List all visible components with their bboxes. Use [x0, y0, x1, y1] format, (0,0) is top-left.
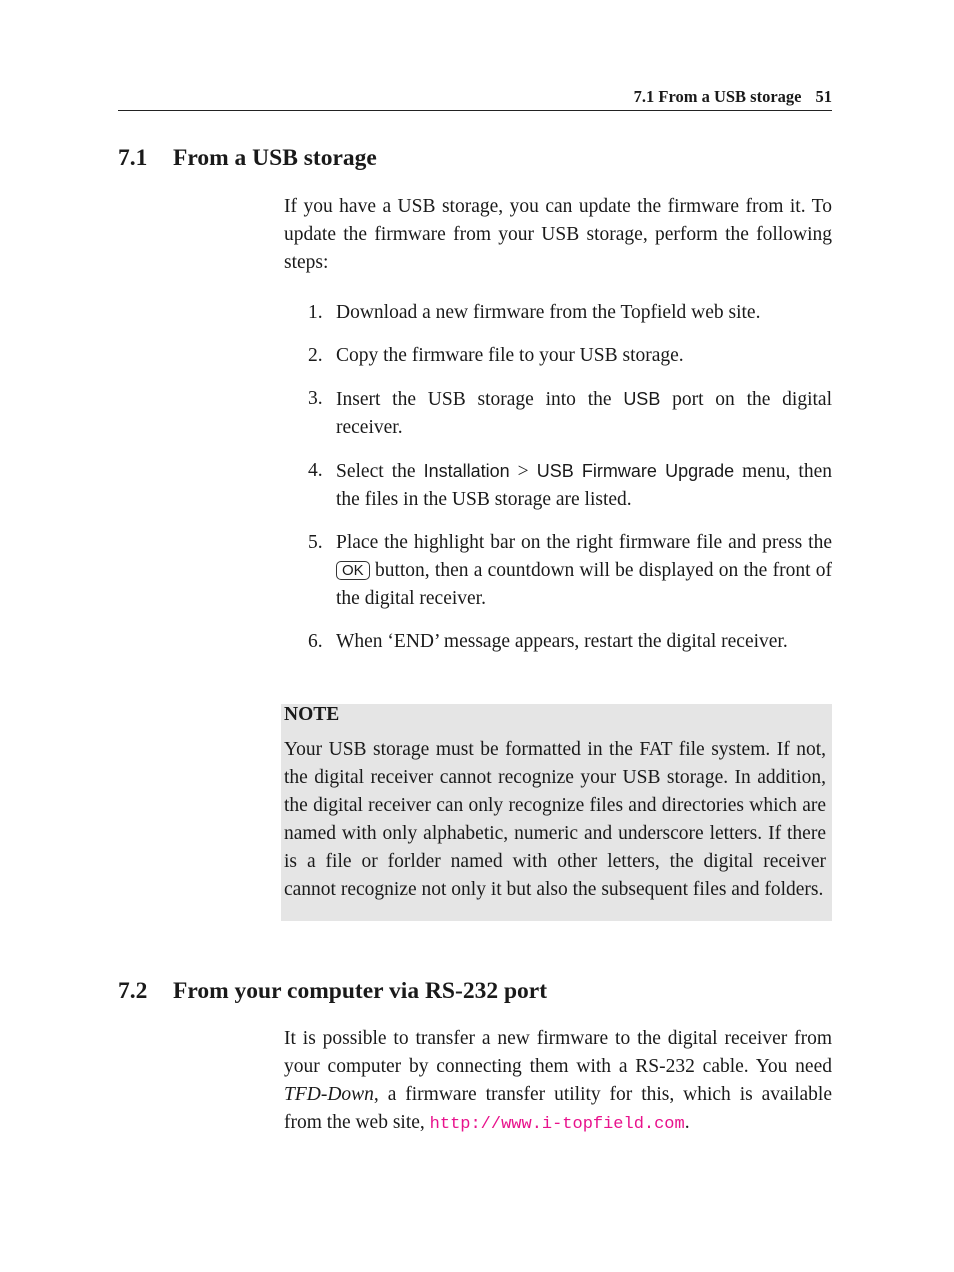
- steps-list: [284, 299, 832, 656]
- step-text-pre: Place the highlight bar on the right firmware file and press the: [336, 532, 832, 553]
- intro-paragraph: If you have a USB storage, you can update the firmware from it. To update the firmware from your USB storage, perform the following steps:: [284, 196, 832, 273]
- step-text: Copy the firmware file to your USB storage.: [336, 345, 684, 366]
- list-item: [284, 342, 832, 370]
- step-number: 3.: [308, 388, 323, 409]
- step-number: 5.: [308, 532, 323, 553]
- step-number: 2.: [308, 345, 323, 366]
- section-number: 7.1: [118, 145, 148, 171]
- paragraph-text-post: .: [684, 1112, 690, 1133]
- step-number: 4.: [308, 460, 323, 481]
- section-heading-7-2: [118, 976, 547, 1006]
- running-header: [118, 86, 832, 111]
- ui-label-usb-firmware-upgrade: USB Firmware Upgrade: [536, 461, 735, 481]
- rs232-paragraph: [284, 1025, 832, 1139]
- section-body-7-2: [284, 1025, 832, 1139]
- running-header-title: 7.1 From a USB storage: [633, 87, 802, 106]
- step-text: Download a new firmware from the Topfield web site.: [336, 302, 761, 323]
- section-title: From your computer via RS-232 port: [173, 978, 548, 1004]
- section-number: 7.2: [118, 978, 148, 1004]
- note-text: Your USB storage must be formatted in the FAT file system. If not, the digital receiver cannot recognize your USB storage. In addition, the digital receiver can only recognize files and directories which are named with only alphabetic, numeric and underscore letters. If there is a file or forlder named with other letters, the digital receiver cannot recognize not only it but also the subsequent files and folders.: [284, 739, 826, 900]
- step-text-pre: Select the: [336, 461, 424, 482]
- section-title: From a USB storage: [173, 145, 377, 171]
- section-body-7-1: [284, 193, 832, 671]
- list-item: [284, 299, 832, 327]
- website-link[interactable]: http://www.i-topfield.com: [429, 1115, 685, 1134]
- step-text-post: menu, then the files in the USB storage are listed.: [336, 461, 832, 510]
- paragraph-text-pre: It is possible to transfer a new firmware to the digital receiver from your computer by connecting them with a RS-232 cable. You need: [284, 1028, 832, 1077]
- note-title: NOTE: [284, 704, 340, 725]
- page-number: 51: [815, 87, 832, 106]
- list-item: [284, 457, 832, 514]
- ui-label-usb: USB: [623, 389, 661, 409]
- list-item: [284, 628, 832, 656]
- ui-label-installation: Installation: [423, 461, 510, 481]
- step-text: When ‘END’ message appears, restart the digital receiver.: [336, 631, 788, 652]
- paragraph-text-mid: , a firmware transfer utility for this, which is available from the web site,: [284, 1084, 832, 1133]
- menu-separator: >: [509, 461, 537, 482]
- tool-name: TFD-Down: [284, 1084, 374, 1105]
- step-number: 6.: [308, 631, 323, 652]
- step-number: 1.: [308, 302, 323, 323]
- list-item: [284, 529, 832, 613]
- step-text-post: port on the digital receiver.: [336, 389, 833, 438]
- section-heading-7-1: [118, 143, 377, 173]
- list-item: [284, 385, 832, 442]
- ok-key-glyph: OK: [336, 561, 370, 580]
- step-text-pre: Insert the USB storage into the: [336, 389, 624, 410]
- note-box: [281, 704, 832, 921]
- step-text-post: button, then a countdown will be displayed on the front of the digital receiver.: [336, 560, 832, 609]
